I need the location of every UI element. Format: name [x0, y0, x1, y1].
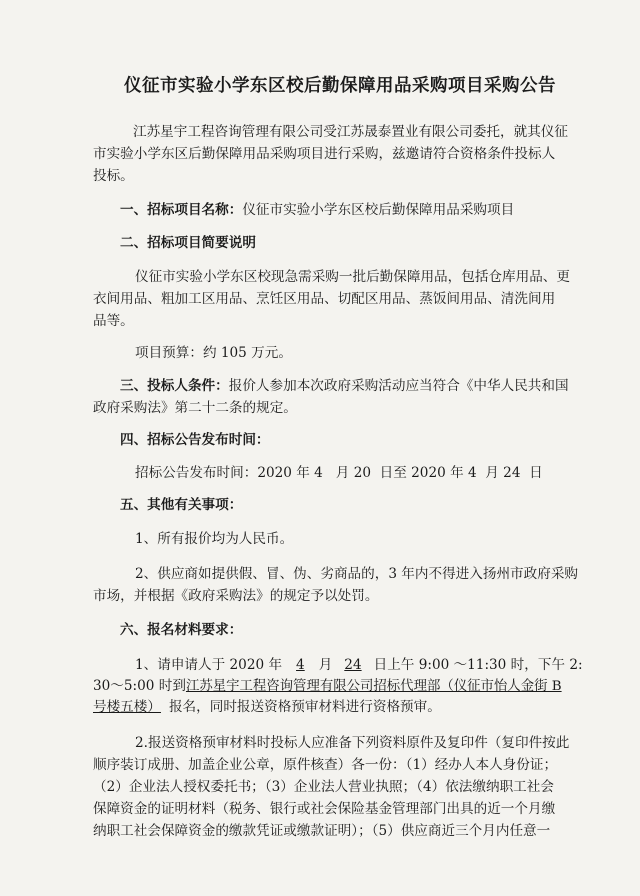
registration-note: 报名，同时报送资格预审材料进行资格预审。: [168, 699, 441, 715]
section-6-item-1-line-3: [93, 697, 441, 717]
section-2-desc-1: 仪征市实验小学东区校现急需采购一批后勤保障用品，包括仓库用品、更: [135, 269, 570, 285]
publish-period: 招标公告发布时间：2020 年 4 月 20 日至 2020 年 4 月 24 日: [135, 465, 543, 481]
intro-line-2: 市实验小学东区后勤保障用品采购项目进行采购，兹邀请符合资格条件投标人: [93, 146, 556, 162]
section-6-item-2-line-5: 纳职工社会保障资金的缴款凭证或缴款证明）；（5）供应商近三个月内任意一: [93, 823, 551, 839]
section-5-item-1: 1、所有报价均为人民币。: [135, 531, 294, 547]
section-6-item-1-line-1: [135, 655, 583, 675]
intro-line-1: 江苏星宇工程咨询管理有限公司受江苏晟泰置业有限公司委托，就其仪征: [133, 124, 568, 140]
section-2-desc-2: 衣间用品、粗加工区用品、烹饪区用品、切配区用品、蒸饭间用品、清洗间用: [93, 291, 556, 307]
section-3-heading: 三、投标人条件：: [120, 378, 229, 394]
section-5-heading: 五、其他有关事项：: [120, 497, 243, 513]
section-2-heading: 二、招标项目简要说明: [120, 235, 256, 251]
intro-line-3: 投标。: [93, 168, 134, 184]
registration-address-floor: 号楼五楼）: [93, 699, 161, 715]
section-6-item-2-line-1: 2.报送资格预审材料时投标人应准备下列资料原件及复印件（复印件按此: [135, 735, 570, 751]
page-title: 仪征市实验小学东区校后勤保障用品采购项目采购公告: [124, 76, 556, 96]
registration-month: 4: [296, 657, 305, 673]
section-6-item-2-line-2: 顺序装订成册、加盖企业公章，原件核查）各一份：（1）经办人本人身份证；: [93, 757, 558, 773]
registration-time: 日上午 9:00 ～11:30 时，下午 2:: [373, 657, 583, 673]
section-3-text-1: 报价人参加本次政府采购活动应当符合《中华人民共和国: [228, 378, 569, 394]
registration-address: 江苏星宇工程咨询管理有限公司招标代理部（仪征市怡人金街 B: [185, 679, 562, 694]
section-4-heading: 四、招标公告发布时间：: [120, 432, 270, 448]
section-6-item-2-line-4: 保障资金的证明材料（税务、银行或社会保险基金管理部门出具的近一个月缴: [93, 801, 556, 817]
section-1-text: 仪征市实验小学东区校后勤保障用品采购项目: [242, 202, 515, 218]
section-3-text-2: 政府采购法》第二十二条的规定。: [93, 400, 297, 416]
registration-day: 24: [344, 657, 362, 673]
section-6-item-2-line-3: （2）企业法人授权委托书；（3）企业法人营业执照；（4）依法缴纳职工社会: [93, 779, 554, 795]
section-2-desc-3: 品等。: [93, 313, 134, 329]
section-6-item-1-line-2: [93, 676, 562, 697]
project-budget: 项目预算：约 105 万元。: [135, 345, 292, 361]
section-1: [120, 200, 514, 220]
section-5-item-2-line-1: 2、供应商如提供假、冒、伪、劣商品的，3 年内不得进入扬州市政府采购: [135, 566, 579, 582]
registration-afternoon: 30～5:00 时到: [93, 678, 186, 694]
section-5-item-2-line-2: 市场，并根据《政府采购法》的规定予以处罚。: [93, 588, 379, 604]
section-1-heading: 一、招标项目名称：: [120, 202, 243, 218]
registration-date-prefix: 1、请申请人于 2020 年: [135, 657, 283, 673]
registration-month-label: 月: [318, 657, 333, 673]
section-3: [120, 376, 569, 396]
section-6-heading: 六、报名材料要求：: [120, 622, 243, 638]
